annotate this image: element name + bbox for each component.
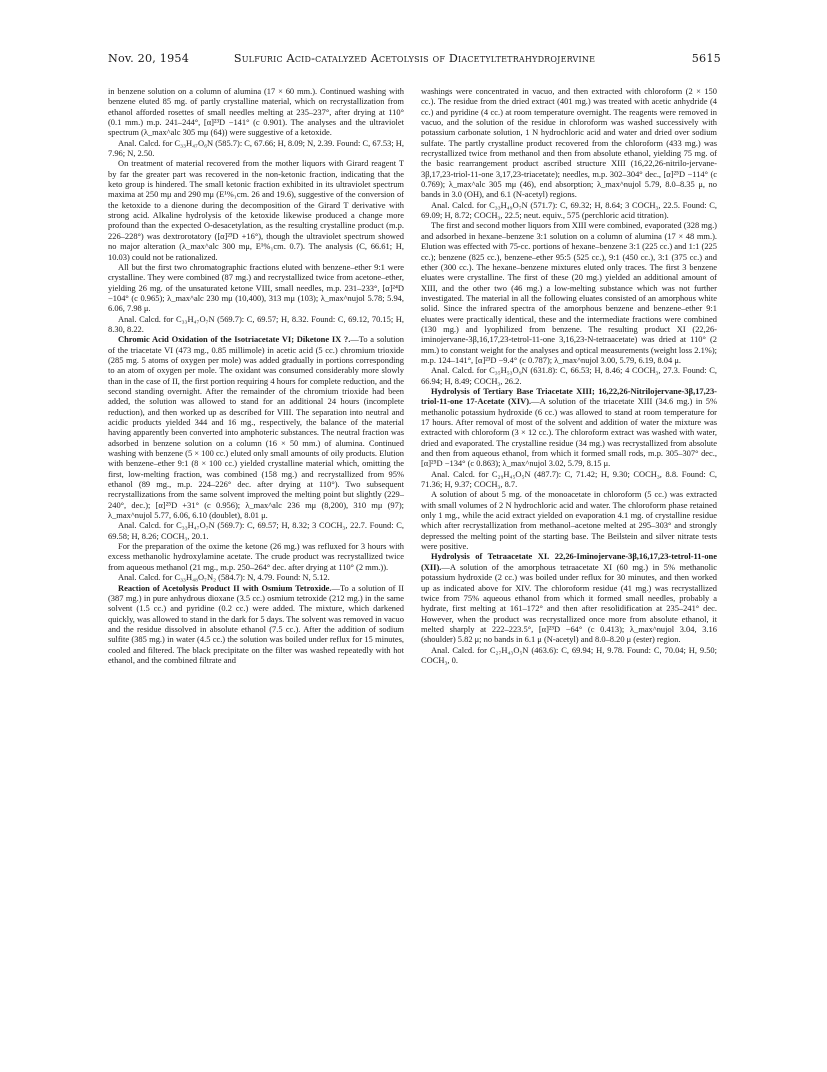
paragraph-text: A solution of about 5 mg. of the monoacetate in chloroform (5 cc.) was extracted with small volumes of 2 N hydrochloric acid and water. The chloroform phase retained only 1 mg., while the acid extract yielded on evaporation 4.1 mg. of crystalline residue which after recrystallization from methanol–acetone melted at 295–303° and strongly depressed the melting point of the starting base. The Beilstein and silver nitrate tests were positive. [421,489,717,552]
paragraph-text: in benzene solution on a column of alumina (17 × 60 mm.). Continued washing with benzene eluted 85 mg. of partly crystalline material, which on recrystallization from ethanol afforded rosettes of small needles melting at 235–237°, after drying at 110° (0.1 mm.) m.p. 241–244°, [α]²³D −141° (c 0.901). The analyses and the ultraviolet spectrum (λ_max^alc 305 mμ (64)) were suggestive of a ketoxide. [108,86,404,138]
paragraph [108,572,404,582]
paragraph-text: Anal. Calcd. for C₃₅H₅₃O₉N (631.8): C, 66.53; H, 8.46; 4 COCH₃, 27.3. Found: C, 66.94; H, 8.49; COCH₃, 26.2. [421,365,717,386]
paragraph-text: washings were concentrated in vacuo, and then extracted with chloroform (2 × 150 cc.). The residue from the dried extract (401 mg.) was treated with acetic anhydride (4 cc.) and pyridine (4 cc.) at room temperature overnight. The reagents were removed in vacuo, and the solution of the residue in chloroform was washed successively with potassium carbonate solution, 1 N hydrochloric acid and water and dried over sodium sulfate. The partly crystalline product recovered from the chloroform (433 mg.) was recrystallized twice from methanol and then from absolute ethanol, yielding 75 mg. of the basic rearrangement product ascribed structure XIII (16,22,26-nitrilo-jervane-3β,17,23-triol-11-one 3,17,23-triacetate); needles, m.p. 302–304° dec., [α]²⁵D −114° (c 0.769); λ_max^alc 305 mμ (46), end absorption; λ_max^nujol 5.79, 8.0–8.35 μ, no bands in 3.0 (OH), and 6.1 (N-acetyl) regions. [421,86,717,200]
paragraph-text: Anal. Calcd. for C₃₃H₄₉O₇N (571.7): C, 69.32; H, 8.64; 3 COCH₃, 22.5. Found: C, 69.09; H, 8.72; COCH₃, 22.5; neut. equiv., 575 (perchloric acid titration). [421,199,717,221]
paragraph [108,520,404,541]
paragraph [108,158,404,261]
paragraph-text: —To a solution of II (387 mg.) in pure anhydrous dioxane (3.5 cc.) osmium tetroxide (212 mg.) in the same solvent (1.5 cc.) and pyridine (0.2 cc.) were added. The mixture, which darkened quickly, was allowed to stand in the dark for 5 days. The solvent was removed in vacuo and the residue dissolved in absolute ethanol (7.5 cc.). After the addition of sodium sulfite (385 mg.) in water (4.5 cc.) the solution was boiled under reflux for 15 minutes, cooled and filtered. The black precipitate on the filter was washed repeatedly with hot ethanol, and the combined filtrate and [108,582,404,665]
paragraph-text: For the preparation of the oxime the ketone (26 mg.) was refluxed for 3 hours with excess methanolic hydroxylamine acetate. The crude product was recrystallized twice from aqueous methanol (21 mg., m.p. 250–264° dec. after drying at 110° (2 mm.)). [108,541,404,572]
paragraph [108,86,404,138]
paragraph-text: Anal. Calcd. for C₂₇H₄₃O₅N (463.6): C, 69.94; H, 9.78. Found: C, 70.04; H, 9.50; COCH₃, 0. [421,644,717,665]
section-heading: Chromic Acid Oxidation of the Isotriacetate VI; Diketone IX ?. [118,334,351,345]
section-heading: Reaction of Acetolysis Product II with Osmium Tetroxide. [118,582,332,593]
paragraph-text: On treatment of material recovered from the mother liquors with Girard reagent T by far the greater part was recovered in the non-ketonic fraction, indicating that the keto group is hindered. The small ketonic fraction exhibited in its ultraviolet spectrum maxima at 250 mμ and 290 mμ (E¹%₁cm. 26 and 19.6), suggestive of the conversion of the ketoxide to a dienone during the decomposition of the Girard T derivative with strong acid. Alkaline hydrolysis of the ketoxide likewise produced a change more profound than the expected O-desacetylation, as the resulting crystalline product (m.p. 226–228°) was dextrorotatory ([α]²³D +16°), though the ultraviolet spectrum showed no major alteration (λ_max^alc 300 mμ, E¹%₁cm. 0.7). The analysis (C, 66.61; H, 10.03) could not be rationalized. [108,158,404,262]
running-header [108,52,721,68]
paragraph [421,365,717,386]
paragraph [421,489,717,551]
paragraph [421,86,717,200]
paragraph [108,541,404,572]
paragraph-text: Anal. Calcd. for C₃₃H₄₇O₇N (569.7): C, 69.57; H, 8.32. Found: C, 69.12, 70.15; H, 8.30, 8.22. [108,313,404,334]
paragraph [108,334,404,520]
paragraph-text: —A solution of the triacetate XIII (34.6 mg.) in 5% methanolic potassium hydroxide (6 cc.) was allowed to stand at room temperature for 17 hours. After removal of most of the solvent and addition of water the mixture was extracted with chloroform (3 × 12 cc.). The chloroform extract was washed with water, dried and evaporated. The crystalline residue (34 mg.) was recrystallized from absolute and then from aqueous ethanol, from which it formed small rods, m.p. 305–307° dec., [α]²⁵D −134° (c 0.863); λ_max^nujol 3.02, 5.79, 8.15 μ. [421,396,717,469]
right-column [421,86,717,665]
paragraph-text: —To a solution of the triacetate VI (473 mg., 0.85 millimole) in acetic acid (5 cc.) chromium trioxide (285 mg. 5 atoms of oxygen per mole) was added gradually in portions corresponding to an atom of oxygen per mole. The oxidant was consumed considerably more slowly than in the case of II, the first portion requiring 4 hours for complete reduction, and the second standing overnight. After the remainder of the chromium trioxide had been added, the solution was allowed to stand for an additional 24 hours (incomplete reduction), and then worked up as described for VIII. The separation into neutral and acidic products yielded 344 and 16 mg., respectively, the balance of the material having apparently been converted into amphoteric substances. The neutral fraction was adsorbed in benzene solution on a column (16 × 50 mm.) of alumina. Continued washing with benzene (5 × 100 cc.) eluted only small amounts of oily products. Elution with benzene–ether 9:1 (8 × 100 cc.) yielded crystalline material which, omitting the first, low-melting fraction, was combined (158 mg.) and recrystallized from 95% ethanol (89 mg., m.p. 224–226° dec. after drying at 110°). Two subsequent recrystallizations from the same solvent improved the melting point but slightly (229–240°, dec.); [α]²⁵D +31° (c 0.956); λ_max^alc 236 mμ (8,200), 310 mμ (97); λ_max^nujol 5.77, 6.06, 6.10 (doublet), 8.01 μ. [108,334,404,521]
page-number: 5615 [691,52,721,65]
section-heading: Hydrolysis of Tetraacetate XI. 22,26-Iminojervane-3β,16,17,23-tetrol-11-one (XII). [421,551,717,572]
header-title: Sulfuric Acid-catalyzed Acetolysis of Diacetyltetrahydrojervine [233,52,596,65]
paragraph [421,220,717,365]
paragraph [108,138,404,159]
paragraph [421,645,717,666]
paragraph [108,314,404,335]
paragraph [421,200,717,221]
paragraph [108,262,404,314]
paragraph-text: Anal. Calcd. for C₃₃H₄₇O₇N (569.7): C, 69.57; H, 8.32; 3 COCH₃, 22.7. Found: C, 69.58; H, 8.26; COCH₃, 20.1. [108,520,404,541]
paragraph-text: Anal. Calcd. for C₃₃H₄₇O₆N (585.7): C, 67.66; H, 8.09; N, 2.39. Found: C, 67.53; H, 7.96; N, 2.50. [108,137,404,159]
paragraph-text: The first and second mother liquors from XIII were combined, evaporated (328 mg.) and adsorbed in hexane–benzene 3:1 solution on a column of alumina (17 × 48 mm.). Elution was effected with 75-cc. portions of hexane–benzene 3:1 (225 cc.) and 1:1 (225 cc.); benzene (825 cc.), benzene–ether 95:5 (525 cc.), 9:1 (450 cc.), 3:1 (375 cc.) and ether (300 cc.). The hexane–benzene mixtures eluted only traces. The first 3 benzene eluates were crystalline. The first of these (20 mg.) yielded an additional amount of XIII, and the other two (46 mg.) a low-melting substance which was not further investigated. The material in all the following eluates consisted of an amorphous white solid. Since the infrared spectra of the amorphous benzene and benzene–ether 9:1 eluates were practically identical, these and the intermediate fractions were combined (130 mg.) and lyophilized from benzene. The resulting product XI (22,26-iminojervane-3β,16,17,23-tetrol-11-one 3,16,23-N-tetraacetate) was dried at 110° (2 mm.) to constant weight for the analyses and optical measurements (weight loss 2.1%); m.p. 124–141°, [α]²³D −9.4° (c 0.787); λ_max^nujol 3.00, 5.79, 6.19, 8.04 μ. [421,220,717,365]
section-heading: Hydrolysis of Tertiary Base Triacetate XIII; 16,22,26-Nitrilojervane-3β,17,23-triol-11-one 17-Acetate (XIV). [421,385,717,407]
left-column [108,86,404,665]
paragraph [108,583,404,666]
paragraph-text: Anal. Calcd. for C₂₉H₄₅O₅N (487.7): C, 71.42; H, 9.30; COCH₃, 8.8. Found: C, 71.36; H, 9.37; COCH₃, 8.7. [421,468,717,490]
paragraph [421,469,717,490]
paragraph-text: All but the first two chromatographic fractions eluted with benzene–ether 9:1 were crystalline. They were combined (87 mg.) and recrystallized twice from acetone–ether, yielding 26 mg. of the unsaturated ketone VIII, small needles, m.p. 231–233°, [α]²⁴D −104° (c 0.965); λ_max^alc 230 mμ (10,400), 313 mμ (103); λ_max^nujol 5.78; 5.94, 6.06, 7.98 μ. [108,261,404,314]
paragraph [421,551,717,644]
header-date: Nov. 20, 1954 [108,52,190,65]
paragraph [421,386,717,469]
paragraph-text: Anal. Calcd. for C₃₃H₄₈O₇N₂ (584.7): N, 4.79. Found: N, 5.12. [118,572,330,583]
paragraph-text: —A solution of the amorphous tetraacetate XI (60 mg.) in 5% methanolic potassium hydroxide (2 cc.) was boiled under reflux for 30 minutes, and then worked up as indicated above for XIV. The chloroform residue (41 mg.) was recrystallized twice from 75% aqueous ethanol from which it formed small needles, probably a hydrate, first melting at 161–172° and then after resolidification at 235–241° dec. However, when the product was recrystallized once more from absolute ethanol, it melted sharply at 222–223.5°, [α]²³D −64° (c 0.413); λ_max^nujol 3.04, 3.16 (shoulder) 5.82 μ; no bands in 6.1 μ (N-acetyl) and 8.0–8.20 μ (ester) region. [421,561,717,645]
